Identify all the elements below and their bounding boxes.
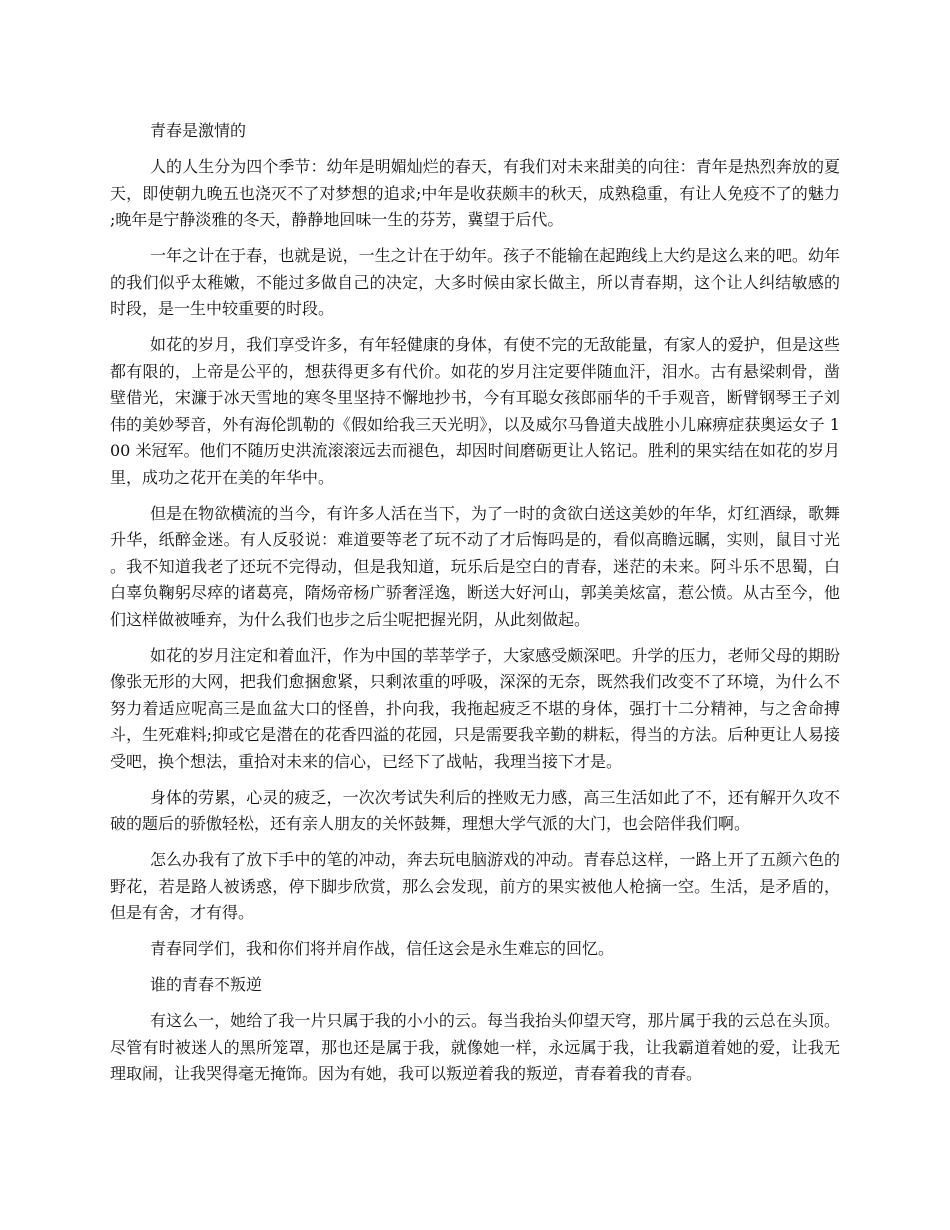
paragraph: 如花的岁月，我们享受许多，有年轻健康的身体，有使不完的无敌能量，有家人的爱护，但是这些都有限的，上帝是公平的，想获得更多有代价。如花的岁月注定要伴随血汗，泪水。古有悬梁刺骨，凿壁借光，宋濂于冰天雪地的寒冬里坚持不懈地抄书，今有耳聪女孩郎丽华的千手观音，断臂钢琴王子刘伟的美妙琴音，外有海伦凯勒的《假如给我三天光明》，以及威尔马鲁道夫战胜小儿麻痹症获奥运女子 100 米冠军。他们不随历史洪流滚滚远去而褪色，却因时间磨砺更让人铭记。胜利的果实结在如花的岁月里，成功之花开在美的年华中。 (110, 335, 840, 487)
section-heading: 青春是激情的 (150, 121, 247, 140)
paragraph: 但是在物欲横流的当今，有许多人活在当下，为了一时的贪欲白送这美妙的年华，灯红酒绿，歌舞升华，纸醉金迷。有人反驳说：难道要等老了玩不动了才后悔吗是的，看似高瞻远瞩，实则，鼠目寸光。我不知道我老了还玩不完得动，但是我知道，玩乐后是空白的青春，迷茫的未来。阿斗乐不思蜀，白白辜负鞠躬尽瘁的诸葛亮，隋炀帝杨广骄奢淫逸，断送大好河山，郭美美炫富，惹公愤。从古至今，他们这样做被唾弃，为什么我们也步之后尘呢把握光阴，从此刻做起。 (110, 503, 840, 629)
paragraph: 青春同学们，我和你们将并肩作战，信任这会是永生难忘的回忆。 (150, 939, 615, 958)
paragraph: 有这么一，她给了我一片只属于我的小小的云。每当我抬头仰望天穹，那片属于我的云总在头顶。尽管有时被迷人的黑所笼罩，那也还是属于我，就像她一样，永远属于我，让我霸道着她的爱，让我无理取闹，让我哭得毫无掩饰。因为有她，我可以叛逆着我的叛逆，青春着我的青春。 (110, 1011, 840, 1083)
paragraph: 身体的劳累，心灵的疲乏，一次次考试失利后的挫败无力感，高三生活如此了不，还有解开久攻不破的题后的骄傲轻松，还有亲人朋友的关怀鼓舞，理想大学气派的大门，也会陪伴我们啊。 (110, 787, 840, 833)
paragraph: 人的人生分为四个季节：幼年是明媚灿烂的春天，有我们对未来甜美的向往：青年是热烈奔放的夏天，即使朝九晚五也浇灭不了对梦想的追求;中年是收获颇丰的秋天，成熟稳重，有让人免疫不了的魅力;晚年是宁静淡雅的冬天，静静地回味一生的芬芳，冀望于后代。 (110, 157, 840, 229)
section-heading: 谁的青春不叛逆 (150, 975, 263, 994)
paragraph: 如花的岁月注定和着血汗，作为中国的莘莘学子，大家感受颇深吧。升学的压力，老师父母的期盼像张无形的大网，把我们愈捆愈紧，只剩浓重的呼吸，深深的无奈，既然我们改变不了环境，为什么不努力着适应呢高三是血盆大口的怪兽，扑向我，我拖起疲乏不堪的身体，强打十二分精神，与之舍命搏斗，生死难料;抑或它是潜在的花香四溢的花园，只是需要我辛勤的耕耘，得当的方法。后种更让人易接受吧，换个想法，重拾对未来的信心，已经下了战帖，我理当接下才是。 (110, 645, 840, 771)
paragraph: 怎么办我有了放下手中的笔的冲动，奔去玩电脑游戏的冲动。青春总这样，一路上开了五颜六色的野花，若是路人被诱惑，停下脚步欣赏，那么会发现，前方的果实被他人枪摘一空。生活，是矛盾的，但是有舍，才有得。 (110, 850, 840, 922)
document-page (110, 118, 840, 1097)
paragraph: 一年之计在于春，也就是说，一生之计在于幼年。孩子不能输在起跑线上大约是这么来的吧。幼年的我们似乎太稚嫩，不能过多做自己的决定，大多时候由家长做主，所以青春期，这个让人纠结敏感的时段，是一生中较重要的时段。 (110, 246, 840, 318)
